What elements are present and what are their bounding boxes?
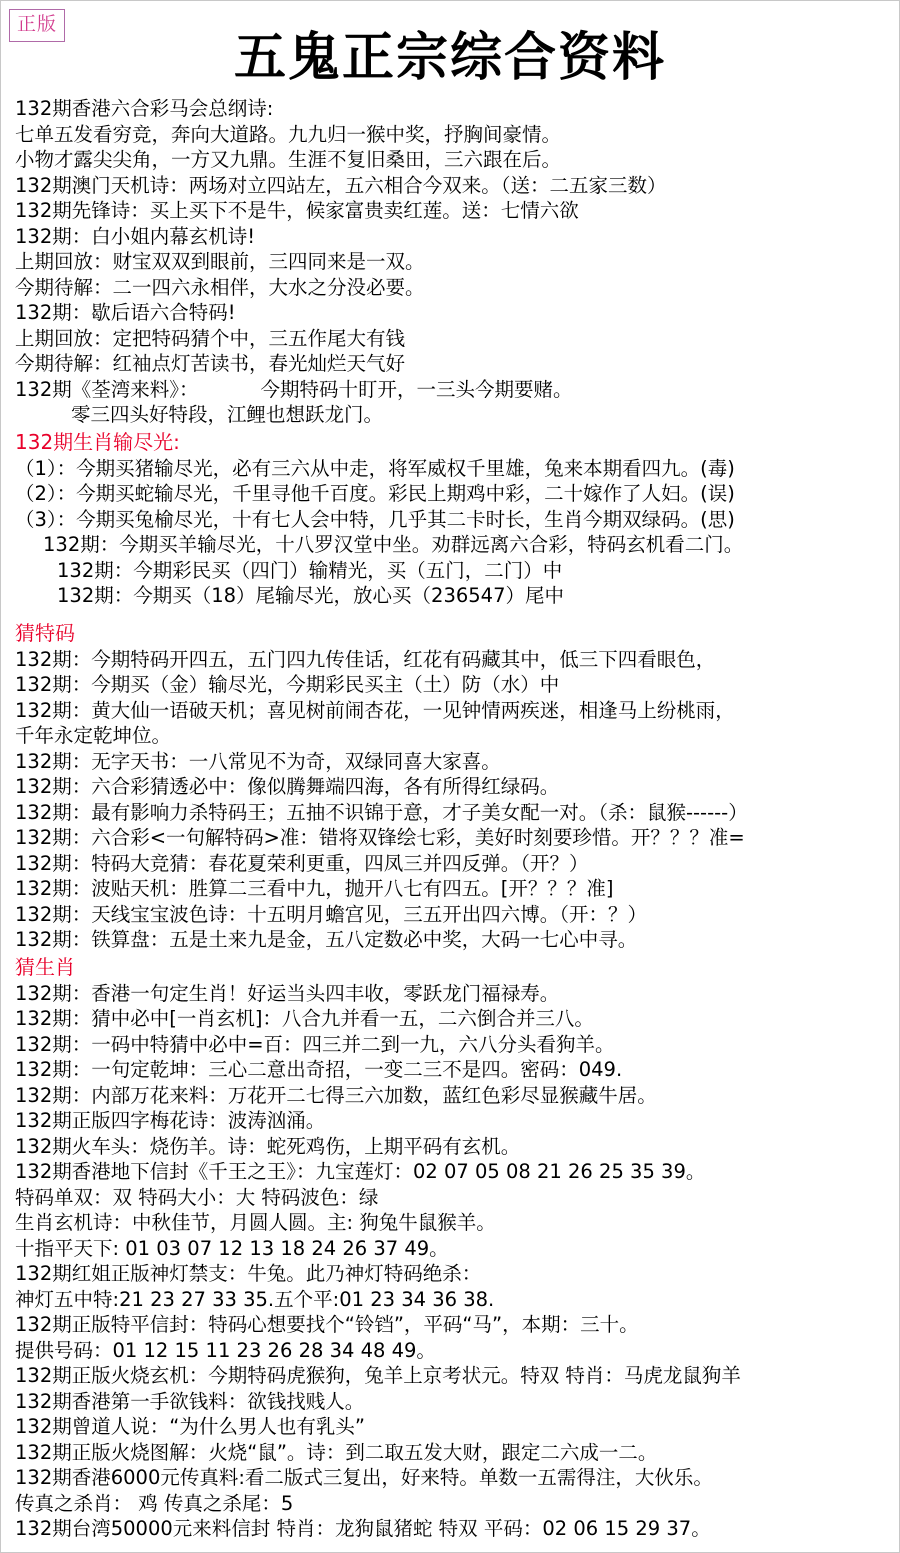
text-line: 生肖玄机诗：中秋佳节，月圆人圆。主: 狗兔牛鼠猴羊。	[15, 1211, 496, 1234]
text-line: 132期：香港一句定生肖！好运当头四丰收，零跃龙门福禄寿。	[15, 981, 560, 1005]
text-line: （2）：今期买蛇输尽光，千里寻他千百度。彩民上期鸡中彩，二十嫁作了人妇。(误)	[15, 482, 735, 505]
text-line: 132期：今期买（18）尾输尽光，放心买（236547）尾中	[57, 584, 564, 607]
text-line: 132期：最有影响力杀特码王；五抽不识锦于意，才子美女配一对。（杀：鼠猴------）	[15, 800, 748, 824]
text-line: 132期：天线宝宝波色诗：十五明月蟾宫见，三五开出四六博。（开：？）	[15, 902, 647, 926]
text-line: 神灯五中特:21 23 27 33 35.五个平:01 23 34 36 38.	[15, 1287, 495, 1311]
spacer	[15, 609, 885, 619]
text-line: 提供号码：01 12 15 11 23 26 28 34 48 49。	[15, 1338, 436, 1362]
text-line: 132期香港6000元传真料:看二版式三复出，好来特。单数一五需得注，大伙乐。	[15, 1466, 713, 1489]
section-heading: 猜生肖	[15, 954, 75, 979]
section-heading: 132期生肖输尽光:	[15, 429, 180, 454]
text-line: 132期香港地下信封《千王之王》：九宝莲灯：02 07 05 08 21 26 25 35 39。	[15, 1160, 706, 1183]
text-line: 小物才露尖尖角，一方又九鼎。生涯不复旧桑田，三六跟在后。	[15, 148, 562, 171]
text-line: 132期：今期买羊输尽光，十八罗汉堂中坐。劝群远离六合彩，特码玄机看二门。	[43, 533, 744, 556]
text-line: 132期曾道人说：“为什么男人也有乳头”	[15, 1415, 365, 1438]
text-line: 132期正版火烧图解：火烧“鼠”。诗：到二取五发大财，跟定二六成一二。	[15, 1440, 658, 1464]
text-line: 132期先锋诗：买上买下不是牛，候家富贵卖红莲。送：七情六欲	[15, 199, 579, 222]
text-line: 上期回放：定把特码猜个中，三五作尾大有钱	[15, 326, 406, 350]
text-line: 132期：一码中特猜中必中=百：四三并二到一九，六八分头看狗羊。	[15, 1032, 615, 1056]
text-line: （1）：今期买猪输尽光，必有三六从中走，将军威权千里雄，兔来本期看四九。(毒)	[15, 456, 735, 480]
text-line: 132期：一句定乾坤：三心二意出奇招，一变二三不是四。密码：049.	[15, 1058, 623, 1081]
text-line: 132期：猜中必中[一肖玄机]：八合九并看一五，二六倒合并三八。	[15, 1007, 594, 1030]
text-line: 132期：特码大竞猜：春花夏荣利更重，四凤三并四反弹。（开？）	[15, 851, 589, 875]
text-line: 特码单双：双 特码大小：大 特码波色：绿	[15, 1185, 379, 1209]
text-line: 上期回放：财宝双双到眼前，三四同来是一双。	[15, 250, 425, 273]
text-line: 今期待解：二一四六永相伴，大水之分没必要。	[15, 275, 425, 299]
text-line: 132期：铁算盘：五是土来九是金，五八定数必中奖，大码一七心中寻。	[15, 928, 638, 951]
official-version-badge: 正版	[9, 9, 65, 42]
text-line: 132期香港六合彩马会总纲诗:	[15, 97, 274, 120]
text-line: 132期：波贴天机：胜算二三看中九，抛开八七有四五。[开？？？准]	[15, 877, 614, 900]
text-line: 七单五发看穷竞，奔向大道路。九九归一猴中奖，抒胸间豪情。	[15, 122, 562, 146]
text-line: 132期：六合彩猜透必中：像似腾舞端四海，各有所得红绿码。	[15, 775, 560, 798]
text-line: 132期：内部万花来料：万花开二七得三六加数，蓝红色彩尽显猴藏牛居。	[15, 1083, 657, 1107]
text-line: 132期：今期买（金）输尽光，今期彩民买主（土）防（水）中	[15, 673, 560, 696]
text-line: 132期：今期特码开四五，五门四九传佳话，红花有码藏其中，低三下四看眼色，	[15, 647, 716, 671]
document-body	[1, 96, 899, 1552]
text-line: 132期台湾50000元来料信封 特肖：龙狗鼠猪蛇 特双 平码：02 06 15 29 37。	[15, 1517, 711, 1540]
text-line: 千年永定乾坤位。	[15, 724, 172, 747]
text-line: 132期：今期彩民买（四门）输精光，买（五门，二门）中	[57, 558, 563, 582]
section-heading: 猜特码	[15, 620, 75, 645]
page-title: 五鬼正宗综合资料	[233, 27, 666, 88]
text-line: 今期待解：红袖点灯苦读书，春光灿烂天气好	[15, 352, 406, 375]
text-line: 132期火车头：烧伤羊。诗：蛇死鸡伤，上期平码有玄机。	[15, 1134, 521, 1158]
text-line: 132期：白小姐内幕玄机诗!	[15, 224, 256, 248]
text-line: 132期：歇后语六合特码!	[15, 301, 236, 324]
text-line: 132期红姐正版神灯禁支：牛兔。此乃神灯特码绝杀：	[15, 1262, 482, 1285]
text-line: 132期《荃湾来料》： 今期特码十盯开，一三头今期要赌。	[15, 377, 573, 401]
text-line: 132期正版火烧玄机：今期特码虎猴狗，兔羊上京考状元。特双 特肖：马虎龙鼠狗羊	[15, 1364, 741, 1387]
text-line: （3）：今期买兔榆尽光，十有七人会中特，几乎其二卡时长，生肖今期双绿码。(思)	[15, 507, 735, 531]
text-line: 十指平天下: 01 03 07 12 13 18 24 26 37 49。	[15, 1236, 449, 1260]
text-line: 132期澳门天机诗：两场对立四站左，五六相合今双来。（送：二五家三数）	[15, 173, 667, 197]
text-line: 零三四头好特段，江鲤也想跃龙门。	[71, 403, 384, 426]
text-line: 132期：六合彩<一句解特码>准：错将双锋绘七彩，美好时刻要珍惜。开？？？准=	[15, 826, 745, 849]
text-line: 132期正版四字梅花诗：波涛汹涌。	[15, 1109, 326, 1132]
text-line: 132期香港第一手欲钱料：欲钱找贱人。	[15, 1389, 365, 1413]
text-line: 传真之杀肖： 鸡 传真之杀尾：5	[15, 1491, 294, 1515]
text-line: 132期：黄大仙一语破天机；喜见树前闹杏花，一见钟情两疾迷，相逢马上纷桃雨，	[15, 698, 735, 722]
text-line: 132期：无字天书：一八常见不为奇，双绿同喜大家喜。	[15, 749, 501, 773]
text-line: 132期正版特平信封：特码心想要找个“铃铛”，平码“马”，本期：三十。	[15, 1313, 639, 1336]
